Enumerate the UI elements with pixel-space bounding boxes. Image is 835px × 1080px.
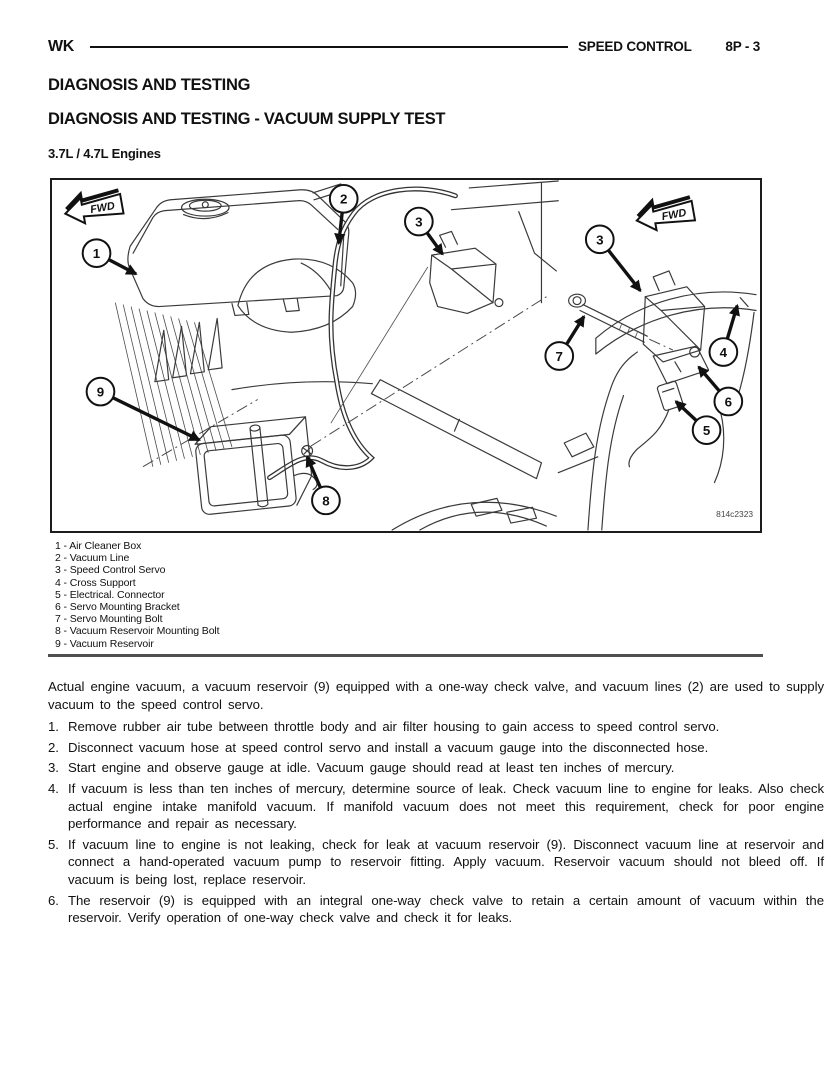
- callout-4-cross-support: [710, 338, 738, 366]
- speed-control-servo-left-drawing: [430, 231, 503, 313]
- svg-text:3: 3: [596, 232, 604, 248]
- servo-mounting-bracket-drawing: [653, 346, 708, 384]
- step-text: Disconnect vacuum hose at speed control servo and install a vacuum gauge into the disconnected hose.: [68, 739, 709, 755]
- fwd-arrow-left-icon: [63, 188, 124, 226]
- fwd-arrow-right-icon: [634, 195, 695, 233]
- legend-item: 7 - Servo Mounting Bolt: [55, 613, 163, 626]
- legend-item: 2 - Vacuum Line: [55, 552, 130, 565]
- air-cleaner-box-drawing: [128, 184, 349, 316]
- svg-text:2: 2: [339, 191, 348, 207]
- reservoir-mounting-bolt-drawing: [302, 445, 313, 456]
- callout-3-servo-right: [586, 225, 614, 253]
- svg-text:7: 7: [555, 348, 563, 364]
- procedure-heading: DIAGNOSIS AND TESTING - VACUUM SUPPLY TEST: [48, 110, 446, 128]
- step-2: [48, 739, 824, 757]
- misc-bracket-drawing: [558, 433, 598, 473]
- step-text: If vacuum is less than ten inches of mercury, determine source of leak. Check vacuum line to engine for leaks. Also check actual engine intake manifold vacuum. If manifold vacuum does not meet this requirement, check for poor engine performance and repair as necessary.: [68, 780, 824, 832]
- header-section-title: SPEED CONTROL: [578, 39, 692, 54]
- callout-9-vacuum-reservoir: [87, 378, 115, 406]
- callout-3-servo-left: [405, 208, 433, 236]
- section-divider-rule: [48, 654, 763, 657]
- svg-text:3: 3: [415, 214, 423, 230]
- figure-vacuum-supply-diagram: [50, 178, 762, 533]
- step-5: [48, 836, 824, 889]
- procedure-body: [48, 678, 824, 930]
- legend-item: 1 - Air Cleaner Box: [55, 540, 142, 552]
- legend-item: 6 - Servo Mounting Bracket: [55, 601, 180, 614]
- figure-legend: [55, 540, 219, 650]
- engine-subheading: 3.7L / 4.7L Engines: [48, 146, 161, 161]
- callout-5-electrical-connector: [693, 416, 721, 444]
- step-text: Start engine and observe gauge at idle. Vacuum gauge should read at least ten inches of mercury.: [68, 760, 675, 776]
- callout-6-servo-bracket: [714, 388, 742, 416]
- header-page-number: 8P - 3: [725, 39, 760, 54]
- intro-paragraph: Actual engine vacuum, a vacuum reservoir (9) equipped with a one-way check valve, and vacuum lines (2) are used to supply vacuum to the speed control servo.: [48, 679, 824, 712]
- callout-2-vacuum-line: [330, 185, 358, 213]
- callout-arrows: [97, 199, 738, 501]
- callout-7-servo-bolt: [545, 342, 573, 370]
- step-4: [48, 780, 824, 833]
- section-heading: DIAGNOSIS AND TESTING: [48, 76, 251, 94]
- cowl-and-brace-drawing: [371, 181, 558, 530]
- step-number: 5.: [48, 836, 59, 852]
- diagram-svg: [52, 180, 760, 531]
- reservoir-axis-line: [143, 399, 258, 466]
- svg-text:9: 9: [96, 384, 105, 400]
- figure-code: 814c2323: [716, 509, 754, 520]
- svg-text:8: 8: [322, 493, 330, 509]
- step-3: [48, 759, 824, 777]
- step-text: Remove rubber air tube between throttle body and air filter housing to gain access to speed control servo.: [68, 719, 720, 735]
- svg-text:1: 1: [92, 246, 101, 262]
- svg-text:4: 4: [719, 344, 728, 360]
- step-number: 1.: [48, 719, 59, 735]
- callout-8-reservoir-bolt: [312, 487, 340, 515]
- svg-text:FWD: FWD: [660, 206, 688, 224]
- svg-text:6: 6: [724, 394, 733, 410]
- leader-line: [331, 267, 428, 423]
- step-number: 4.: [48, 780, 59, 796]
- step-number: 3.: [48, 760, 59, 776]
- legend-item: 8 - Vacuum Reservoir Mounting Bolt: [55, 625, 220, 638]
- step-1: [48, 718, 824, 736]
- legend-item: 4 - Cross Support: [55, 576, 136, 589]
- speed-control-servo-right-drawing: [643, 271, 704, 362]
- step-6: [48, 892, 824, 927]
- header-rule: [90, 46, 568, 48]
- vacuum-reservoir-drawing: [193, 416, 319, 515]
- step-number: 2.: [48, 739, 59, 755]
- step-text: The reservoir (9) is equipped with an integral one-way check valve to retain a certain amount of vacuum within the reservoir. Verify operation of one-way check valve and check it for leaks.: [68, 892, 824, 926]
- connector-wire-drawing: [629, 409, 669, 466]
- legend-item: 5 - Electrical. Connector: [55, 588, 165, 601]
- intake-snorkel-drawing: [232, 259, 372, 390]
- legend-item: 9 - Vacuum Reservoir: [55, 637, 154, 650]
- header-right: [578, 39, 760, 54]
- svg-text:FWD: FWD: [89, 200, 116, 217]
- legend-item: 3 - Speed Control Servo: [55, 564, 166, 577]
- svg-text:5: 5: [702, 423, 711, 439]
- callout-1-air-cleaner-box: [83, 239, 111, 267]
- step-text: If vacuum line to engine is not leaking, check for leak at vacuum reservoir (9). Disconnect vacuum line at reservoir and connect a hand-operated vacuum pump to reservoir fitting. Apply vacuum. Reservoir vacuum should not bleed off. If vacuum is being lost, replace reservoir.: [68, 836, 824, 887]
- header-model-code: WK: [48, 38, 75, 55]
- step-number: 6.: [48, 892, 59, 908]
